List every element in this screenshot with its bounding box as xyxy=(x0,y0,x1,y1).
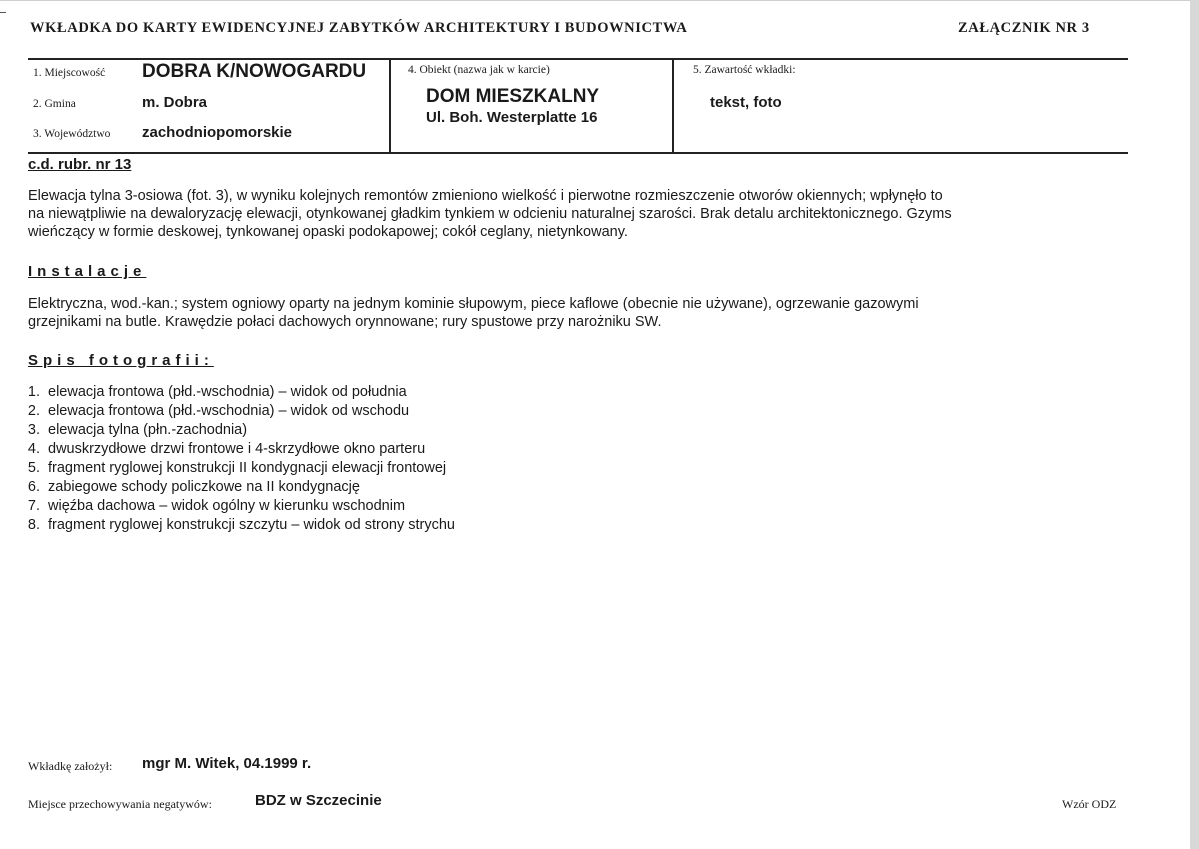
table-divider-2 xyxy=(672,58,674,154)
photo-list-item: 4. dwuskrzydłowe drzwi frontowe i 4-skrzydłowe okno parteru xyxy=(27,441,426,457)
author-value: mgr M. Witek, 04.1999 r. xyxy=(142,755,312,772)
obiekt-address: Ul. Boh. Westerplatte 16 xyxy=(426,109,598,126)
table-top-rule xyxy=(28,58,1128,60)
photo-list-item: 5. fragment ryglowej konstrukcji II kondygnacji elewacji frontowej xyxy=(27,460,447,476)
corner-mark xyxy=(0,12,6,13)
table-divider-1 xyxy=(389,58,391,154)
rear-elevation-paragraph xyxy=(28,187,1138,241)
table-bottom-rule xyxy=(28,152,1128,154)
photo-list xyxy=(14,383,455,535)
gmina-value: m. Dobra xyxy=(142,94,208,111)
photo-list-item: 3. elewacja tylna (płn.-zachodnia) xyxy=(27,422,248,438)
photo-list-heading: Spis fotografii: xyxy=(28,352,214,369)
photo-list-item: 7. więźba dachowa – widok ogólny w kierunku wschodnim xyxy=(27,498,406,514)
gmina-label: 2. Gmina xyxy=(33,98,76,110)
form-title: WKŁADKA DO KARTY EWIDENCYJNEJ ZABYTKÓW ARCHITEKTURY I BUDOWNICTWA xyxy=(30,20,688,36)
photo-list-item: 2. elewacja frontowa (płd.-wschodnia) – widok od wschodu xyxy=(27,403,410,419)
annex-number: ZAŁĄCZNIK NR 3 xyxy=(958,20,1090,36)
form-code: Wzór ODZ xyxy=(1062,797,1117,811)
author-label: Wkładkę założył: xyxy=(28,759,113,773)
paragraph-line: Elektryczna, wod.-kan.; system ogniowy oparty na jednym kominie słupowym, piece kaflowe (obecnie nie używane), ogrzewanie gazowymi xyxy=(28,296,919,312)
obiekt-label: 4. Obiekt (nazwa jak w karcie) xyxy=(408,64,550,76)
paragraph-line: na niewątpliwie na dewaloryzację elewacji, otynkowanej gładkim tynkiem w odcieniu naturalnej szarości. Brak detalu architektonicznego. Gzyms xyxy=(28,206,952,222)
storage-value: BDZ w Szczecinie xyxy=(255,792,382,809)
storage-label: Miejsce przechowywania negatywów: xyxy=(28,797,212,811)
continuation-heading: c.d. rubr. nr 13 xyxy=(28,156,132,173)
zawartosc-label: 5. Zawartość wkładki: xyxy=(693,64,796,76)
photo-list-item: 8. fragment ryglowej konstrukcji szczytu – widok od strony strychu xyxy=(27,517,455,533)
installations-paragraph xyxy=(28,295,1138,331)
obiekt-value: DOM MIESZKALNY xyxy=(426,86,600,107)
installations-heading: Instalacje xyxy=(28,263,147,280)
page-top-edge xyxy=(0,0,1199,1)
page-right-edge xyxy=(1190,0,1199,849)
photo-list-item: 1. elewacja frontowa (płd.-wschodnia) – widok od południa xyxy=(27,384,407,400)
miejscowosc-value: DOBRA K/NOWOGARDU xyxy=(142,61,367,82)
wojewodztwo-label: 3. Województwo xyxy=(33,128,111,140)
paragraph-line: wieńczący w formie deskowej, tynkowanej opaski podokapowej; cokół ceglany, nietynkowany. xyxy=(28,224,628,240)
paragraph-line: grzejnikami na butle. Krawędzie połaci dachowych orynnowane; rury spustowe przy narożniku SW. xyxy=(28,314,662,330)
paragraph-line: Elewacja tylna 3-osiowa (fot. 3), w wyniku kolejnych remontów zmieniono wielkość i pierwotne rozmieszczenie otworów okiennych; wpłynęło to xyxy=(28,188,943,204)
wojewodztwo-value: zachodniopomorskie xyxy=(142,124,293,141)
photo-list-item: 6. zabiegowe schody policzkowe na II kondygnację xyxy=(27,479,360,495)
miejscowosc-label: 1. Miejscowość xyxy=(33,67,106,79)
zawartosc-value: tekst, foto xyxy=(710,94,782,111)
